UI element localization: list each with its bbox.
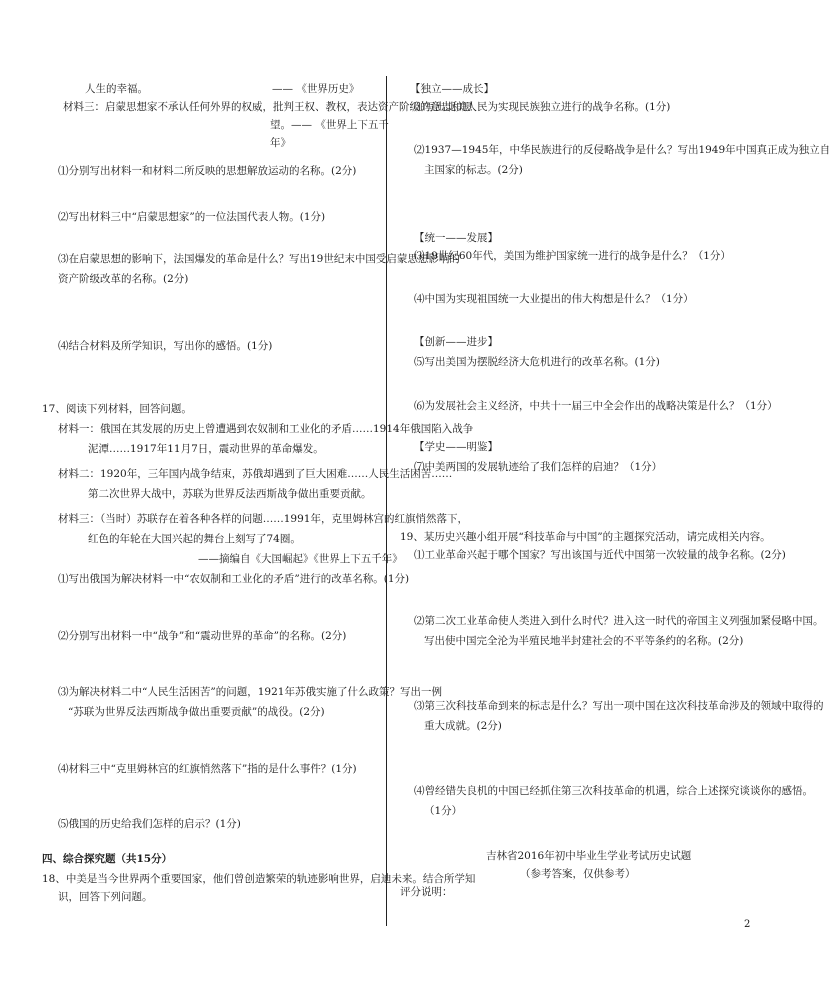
column-divider: [386, 76, 387, 926]
answer-key-subtitle: （参考答案，仅供参考）: [520, 868, 636, 880]
source-citation: —— 《世界历史》: [272, 83, 360, 95]
page-number: 2: [744, 919, 751, 930]
question-16-3: ⑶在启蒙思想的影响下，法国爆发的革命是什么？写出19世纪末中国受启蒙思想影响的: [58, 253, 460, 265]
scoring-notes-label: 评分说明：: [400, 886, 453, 898]
text-line: 第二次世界大战中，苏联为世界反法西斯战争做出重要贡献。: [88, 488, 372, 500]
subsection-heading: 【独立——成长】: [410, 83, 494, 95]
question-16-2: ⑵写出材料三中“启蒙思想家”的一位法国代表人物。(1分): [58, 211, 326, 223]
question-19-1: ⑴工业革命兴起于哪个国家？写出该国与近代中国第一次较量的战争名称。(2分): [414, 549, 786, 561]
question-17-title: 17、阅读下列材料，回答问题。: [42, 403, 192, 415]
question-19-3: ⑶第三次科技革命到来的标志是什么？写出一项中国在这次科技革命涉及的领域中取得的: [414, 700, 824, 712]
text-line: 主国家的标志。(2分): [424, 164, 523, 176]
question-16-1: ⑴分别写出材料一和材料二所反映的思想解放运动的名称。(2分): [58, 165, 357, 177]
answer-key-title: 吉林省2016年初中毕业生学业考试历史试题: [486, 850, 692, 862]
material-three-text: 材料三：启蒙思想家不承认任何外界的权威，批判王权、教权，表达资产阶级的意志和愿: [63, 101, 473, 113]
question-19-2: ⑵第二次工业革命使人类进入到什么时代？进入这一时代的帝国主义列强加紧侵略中国。: [414, 615, 824, 627]
text-line: 望。—— 《世界上下五千: [270, 119, 389, 131]
text-line: 重大成就。(2分): [424, 720, 502, 732]
question-18-3: ⑶19世纪60年代，美国为维护国家统一进行的战争是什么？（1分）: [414, 250, 731, 262]
text-line: 红色的年轮在大国兴起的舞台上刻写了74圈。: [88, 533, 301, 545]
section-heading: 四、综合探究题（共15分）: [42, 853, 173, 865]
question-19-4: ⑷曾经错失良机的中国已经抓住第三次科技革命的机遇，综合上述探究谈谈你的感悟。: [414, 785, 813, 797]
text-line: 识，回答下列问题。: [58, 891, 153, 903]
question-18-7: ⑺中美两国的发展轨迹给了我们怎样的启迪？（1分）: [414, 461, 663, 473]
text-line: 人生的幸福。: [85, 83, 148, 95]
subsection-heading: 【统一——发展】: [414, 232, 498, 244]
text-line: “苏联为世界反法西斯战争做出重要贡献”的战役。(2分): [68, 706, 325, 718]
text-line: 资产阶级改革的名称。(2分): [58, 273, 189, 285]
material-one-text: 材料一：俄国在其发展的历史上曾遭遇到农奴制和工业化的矛盾……1914年俄国陷入战争: [58, 423, 474, 435]
material-two-text: 材料二：1920年，三年国内战争结束，苏俄却遇到了巨大困难……人民生活困苦……: [58, 468, 453, 480]
subsection-heading: 【学史——明鉴】: [414, 441, 498, 453]
question-18-6: ⑹为发展社会主义经济，中共十一届三中全会作出的战略决策是什么？（1分）: [414, 400, 778, 412]
material-three-text: 材料三：（当时）苏联存在着各种各样的问题……1991年，克里姆林宫的红旗悄然落下，: [58, 513, 468, 525]
text-line: 泥潭……1917年11月7日，震动世界的革命爆发。: [88, 443, 324, 455]
question-17-4: ⑷材料三中“克里姆林宫的红旗悄然落下”指的是什么事件？(1分): [58, 763, 357, 775]
subsection-heading: 【创新——进步】: [414, 336, 498, 348]
text-line: （1分）: [424, 805, 463, 817]
question-17-1: ⑴写出俄国为解决材料一中“农奴制和工业化的矛盾”进行的改革名称。(1分): [58, 573, 410, 585]
text-line: 写出使中国完全沦为半殖民地半封建社会的不平等条约的名称。(2分): [424, 635, 744, 647]
text-line: 年》: [270, 137, 291, 149]
question-18-1: ⑴写出北美人民为实现民族独立进行的战争名称。(1分): [414, 101, 671, 113]
question-18-intro: 18、中美是当今世界两个重要国家，他们曾创造繁荣的轨迹影响世界，启迪未来。结合所学知: [42, 873, 476, 885]
question-17-2: ⑵分别写出材料一中“战争”和“震动世界的革命”的名称。(2分): [58, 630, 347, 642]
source-citation: ——摘编自《大国崛起》《世界上下五千年》: [198, 553, 403, 565]
question-16-4: ⑷结合材料及所学知识，写出你的感悟。(1分): [58, 340, 273, 352]
question-18-2: ⑵1937—1945年，中华民族进行的反侵略战争是什么？写出1949年中国真正成为独立自: [414, 144, 830, 156]
question-18-5: ⑸写出美国为摆脱经济大危机进行的改革名称。(1分): [414, 356, 660, 368]
question-17-3: ⑶为解决材料二中“人民生活困苦”的问题，1921年苏俄实施了什么政策？写出一例: [58, 686, 442, 698]
question-18-4: ⑷中国为实现祖国统一大业提出的伟大构想是什么？（1分）: [414, 293, 694, 305]
question-17-5: ⑸俄国的历史给我们怎样的启示？(1分): [58, 818, 241, 830]
question-19-intro: 19、某历史兴趣小组开展“科技革命与中国”的主题探究活动，请完成相关内容。: [400, 531, 771, 543]
